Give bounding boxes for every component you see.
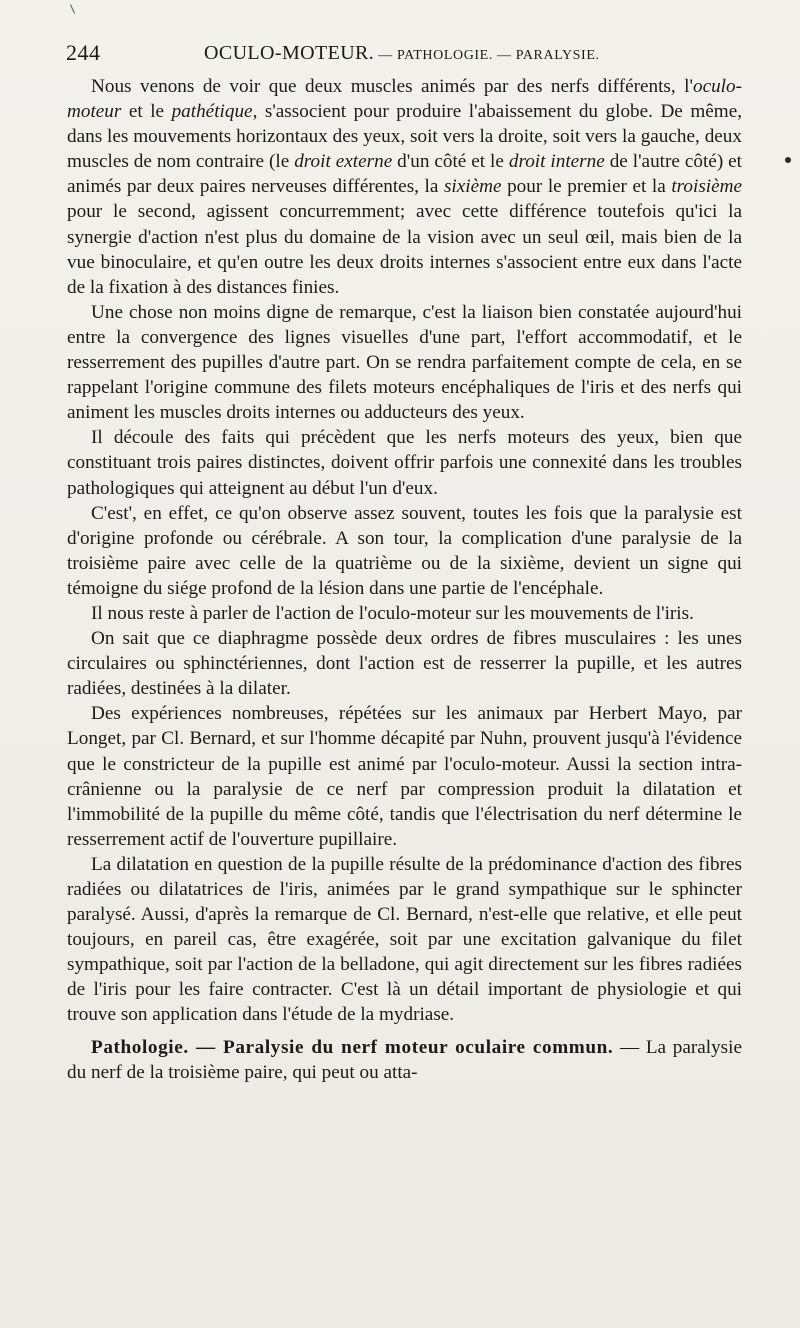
- text-run: de l'autre côté) et animés par deux paires nerveuses différentes, la: [67, 151, 743, 198]
- italic-term: troisième: [671, 176, 743, 198]
- paragraph: Des expériences nombreuses, répétées sur les animaux par Herbert Mayo, par Longet, par Cl. Bernard, et sur l'homme décapité par Nuhn, prouvent jusqu'à l'évidence que le constricteur de la pupille est animé par l'oculo-moteur. Aussi la section intra-crânienne ou la paralysie de ce nerf par compression produit la dilatation et l'immobilité de la pupille du même côté, tandis que l'électrisation du nerf détermine le resserrement actif de l'ouverture pupillaire.: [67, 703, 742, 850]
- text-run: , s'associent pour produire l'abaissement du globe. De même, dans les mouvements horizontaux des yeux, soit vers la droite, soit vers la gauche, deux muscles de nom contraire (le: [67, 101, 743, 173]
- text-run: pour le second, agissent concurremment; avec cette différence toutefois qu'ici la synergie d'action n'est plus du domaine de la vision avec un seul œil, mais bien de la vue binoculaire, et qu'en outre les deux droits internes s'associent entre eux dans l'acte de la fixation à des distances finies.: [67, 201, 742, 298]
- italic-term: droit externe: [294, 151, 393, 173]
- body-text: [67, 74, 742, 1085]
- paragraph: On sait que ce diaphragme possède deux ordres de fibres musculaires : les unes circulaires ou sphinctériennes, dont l'action est de resserrer la pupille, et les autres radiées, destinées à la dilater.: [67, 628, 742, 700]
- italic-term: oculo-moteur: [67, 76, 742, 123]
- section-paragraph: [67, 1035, 742, 1085]
- header-subsection: PARALYSIE.: [515, 48, 600, 63]
- paragraph: Il découle des faits qui précèdent que les nerfs moteurs des yeux, bien que constituant trois paires distinctes, doivent offrir parfois une connexité dans les troubles pathologiques qui atteignent au début l'un d'eux.: [67, 427, 742, 499]
- italic-term: sixième: [443, 176, 502, 198]
- margin-mark: [70, 4, 75, 13]
- paragraph: Il nous reste à parler de l'action de l'oculo-moteur sur les mouvements de l'iris.: [91, 602, 694, 624]
- margin-dot: [785, 157, 791, 163]
- text-run: pour le premier et la: [501, 176, 672, 198]
- header-dash: —: [374, 48, 398, 63]
- text-run: d'un côté et le: [392, 151, 509, 173]
- italic-term: droit interne: [508, 151, 605, 173]
- paragraph: Une chose non moins digne de remarque, c'est la liaison bien constatée aujourd'hui entre la convergence des lignes visuelles d'une part, l'effort accommodatif, et le resserrement des pupilles d'autre part. On se rendra parfaitement compte de cela, en se rappelant l'origine commune des filets moteurs encéphaliques de l'iris et des nerfs qui animent les muscles droits internes ou adducteurs des yeux.: [67, 301, 742, 424]
- header-dash: —: [492, 48, 516, 63]
- paragraph: C'est', en effet, ce qu'on observe assez souvent, toutes les fois que la paralysie est d'origine profonde ou cérébrale. A son tour, la complication d'une paralysie de la troisième paire avec celle de la quatrième ou de la sixième, devient un signe qui témoigne du siége profond de la lésion dans une partie de l'encéphale.: [67, 502, 742, 599]
- page-header: [66, 40, 742, 74]
- paragraph: La dilatation en question de la pupille résulte de la prédominance d'action des fibres radiées ou dilatatrices de l'iris, animées par le grand sympathique sur le sphincter paralysé. Aussi, d'après la remarque de Cl. Bernard, n'est-elle que relative, et elle peut toujours, en pareil cas, être exagérée, soit par une excitation galvanique du filet sympathique, soit par l'action de la belladone, qui agit directement sur les fibres radiées de l'iris pour les faire contracter. C'est là un détail important de physiologie et qui trouve son application dans l'étude de la mydriase.: [67, 853, 742, 1026]
- text-run: — La paralysie du nerf de la troisième paire, qui peut ou atta-: [67, 1036, 742, 1083]
- running-title: OCULO-MOTEUR.: [204, 42, 375, 64]
- text-run: et le: [121, 101, 172, 123]
- text-run: Nous venons de voir que deux muscles animés par des nerfs différents, l': [91, 76, 693, 97]
- italic-term: pathétique: [171, 101, 253, 123]
- page-number: 244: [66, 40, 101, 65]
- header-section: PATHOLOGIE.: [397, 48, 493, 63]
- paragraph: [67, 74, 742, 300]
- section-heading: Pathologie. — Paralysie du nerf moteur oculaire commun.: [91, 1036, 614, 1058]
- running-head: [204, 42, 600, 65]
